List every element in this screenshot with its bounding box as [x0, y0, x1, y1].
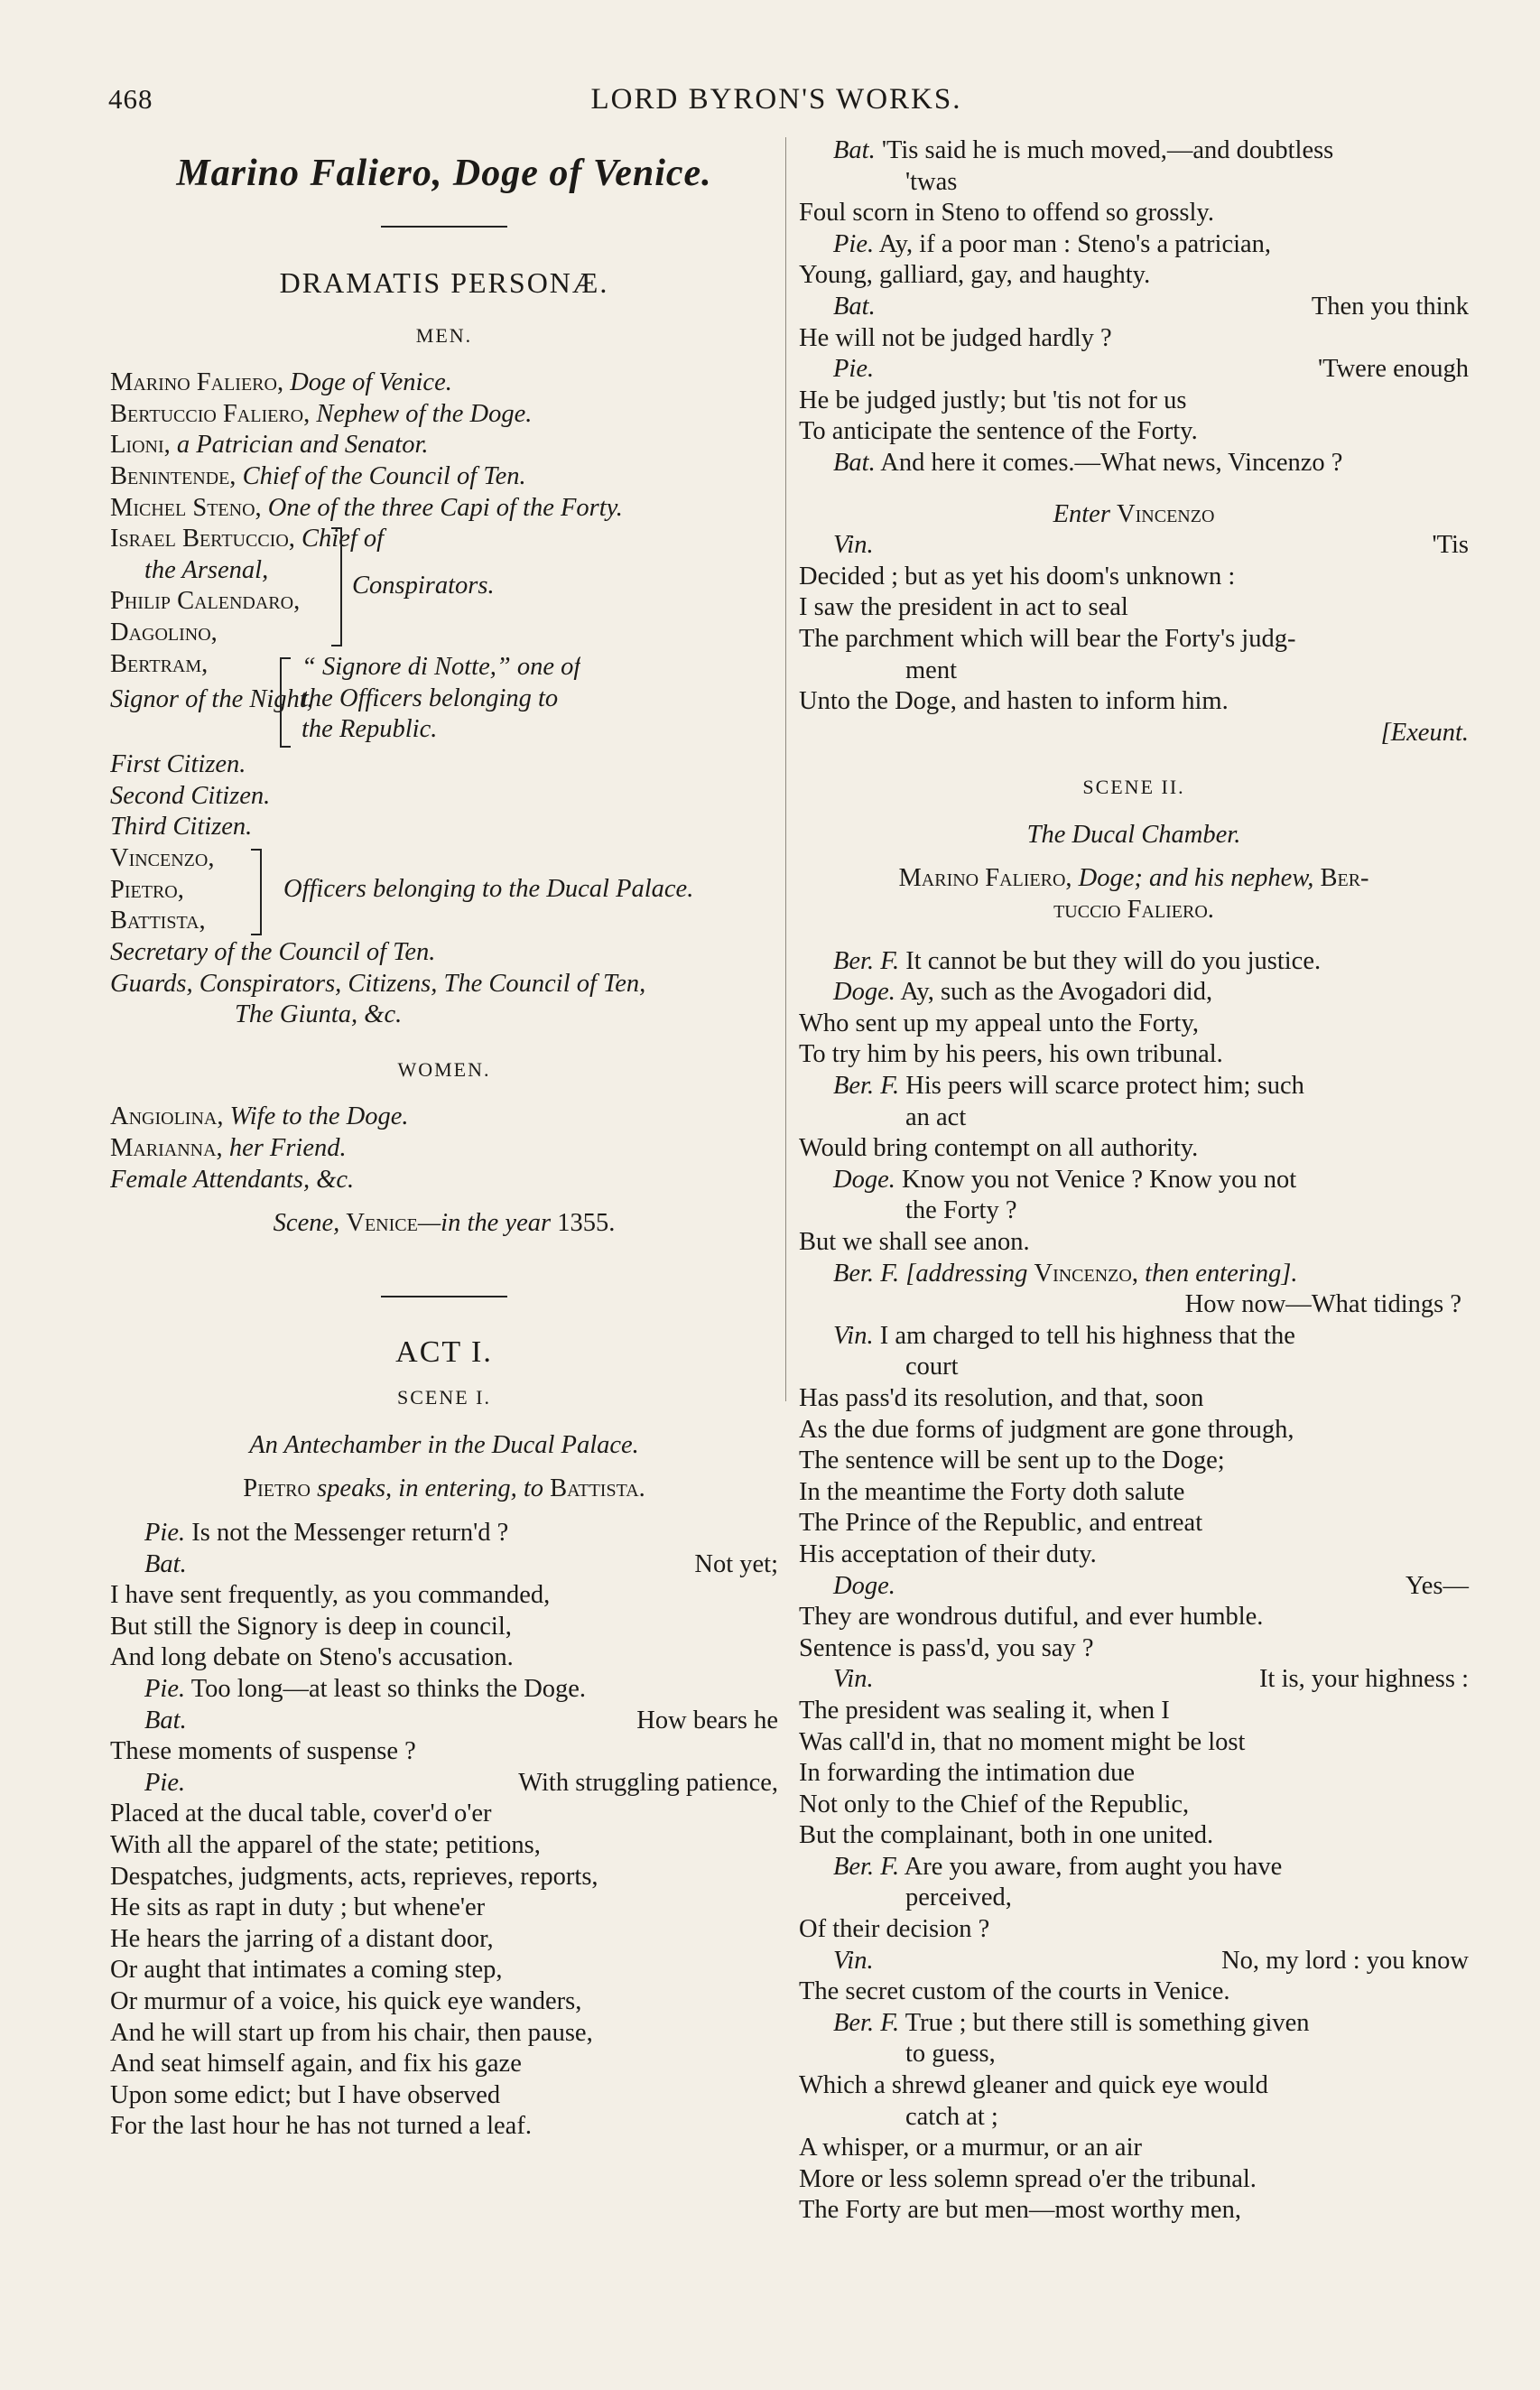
cast-name: Marianna,	[110, 1133, 223, 1162]
signor-brace	[280, 657, 291, 748]
sd-text: speaks, in entering, to	[317, 1474, 543, 1503]
dialogue-line: Upon some edict; but I have observed	[110, 2080, 501, 2109]
dialogue-line: He hears the jarring of a distant door,	[110, 1924, 494, 1953]
cast-desc: Chief of	[302, 525, 385, 553]
officers-brace	[251, 849, 262, 935]
dialogue-line: His acceptation of their duty.	[799, 1539, 1097, 1568]
dialogue-line: Of their decision ?	[799, 1915, 990, 1944]
cast-entry	[110, 812, 778, 843]
cast-desc: Nephew of the Doge.	[316, 399, 533, 428]
female-attendants: Female Attendants, &c.	[110, 1165, 355, 1194]
speaker: Bat.	[833, 292, 876, 321]
dialogue-line: A whisper, or a murmur, or an air	[799, 2134, 1142, 2162]
secretary: Secretary of the Council of Ten.	[110, 937, 436, 966]
dialogue-line	[799, 1571, 1469, 1603]
line-text: Ay, such as the Avogadori did,	[900, 978, 1213, 1007]
dialogue-line: These moments of suspense ?	[110, 1737, 416, 1766]
guards: Guards, Conspirators, Citizens, The Council of Ten,	[110, 969, 646, 998]
dialogue-line: And long debate on Steno's accusation.	[110, 1643, 514, 1672]
dialogue-line	[110, 1706, 778, 1737]
dialogue-line: And he will start up from his chair, then pause,	[110, 2018, 593, 2047]
dialogue-line: to guess,	[905, 2040, 996, 2069]
scene-place	[799, 820, 1469, 851]
line-text: Know you not Venice ? Know you not	[901, 1165, 1297, 1194]
scene-place-text: The Ducal Chamber.	[1026, 820, 1241, 849]
cast-name: Bertuccio Faliero,	[110, 399, 311, 428]
dialogue-right-c	[799, 946, 1469, 1259]
dialogue-line	[799, 135, 1469, 167]
dialogue-line: Young, galliard, gay, and haughty.	[799, 261, 1151, 290]
left-column	[110, 135, 778, 2366]
dialogue-line	[799, 1165, 1469, 1196]
dialogue-line: As the due forms of judgment are gone through,	[799, 1415, 1294, 1444]
sd-name: Ber-	[1320, 864, 1369, 893]
dialogue-line: But the complainant, both in one united.	[799, 1821, 1214, 1850]
line-text: I am charged to tell his highness that the	[879, 1321, 1295, 1350]
dialogue-line: The president was sealing it, when I	[799, 1696, 1170, 1725]
speaker: Doge.	[833, 1165, 895, 1194]
dialogue-line	[799, 1946, 1469, 1977]
cast-name: Israel Bertuccio,	[110, 525, 295, 553]
sd-name: Battista.	[550, 1474, 645, 1503]
dialogue-line	[799, 946, 1469, 978]
line-text: True ; but there still is something given	[905, 2008, 1310, 2037]
cast-name: Lioni,	[110, 431, 171, 460]
stage-direction	[110, 1474, 778, 1505]
speaker: Ber. F.	[833, 1072, 900, 1101]
line-text: 'Tis said he is much moved,—and doubtless	[881, 136, 1334, 164]
signor-desc-line: “ Signore di Notte,” one of	[302, 653, 581, 682]
line-text: Too long—at least so thinks the Doge.	[190, 1675, 587, 1704]
dialogue-line	[799, 1664, 1469, 1696]
dialogue-line	[110, 1674, 778, 1706]
cast-entry	[110, 461, 778, 493]
speaker: Vin.	[833, 531, 874, 560]
guards: The Giunta, &c.	[235, 1000, 403, 1029]
column-rule	[785, 137, 786, 1401]
dialogue-line: But we shall see anon.	[799, 1228, 1030, 1256]
cast-entry	[110, 1133, 778, 1165]
line-text: Is not the Messenger return'd ?	[191, 1519, 509, 1548]
dialogue-line	[799, 1852, 1469, 1883]
signor-label: Signor of the Night,	[110, 685, 313, 714]
cast-desc: the Arsenal,	[144, 555, 269, 584]
speaker: Pie.	[144, 1519, 186, 1548]
speaker: Pie.	[833, 355, 875, 384]
cast-name: Marino Faliero,	[110, 368, 284, 397]
speaker: Vin.	[833, 1665, 874, 1694]
cast-entry	[110, 399, 778, 431]
dialogue-line: For the last hour he has not turned a leaf.	[110, 2112, 532, 2141]
dialogue-line	[799, 229, 1469, 261]
line-text: How bears he	[636, 1706, 778, 1734]
line-text: No, my lord : you know	[1221, 1946, 1469, 1975]
speaker: Doge.	[833, 1571, 895, 1600]
dialogue-right-b	[799, 530, 1469, 718]
dialogue-line	[799, 354, 1469, 386]
scene-heading: SCENE II.	[1082, 776, 1185, 799]
line-text: With struggling patience,	[518, 1768, 778, 1797]
cast-entry	[110, 781, 778, 813]
dialogue-line: I saw the president in act to seal	[799, 593, 1128, 622]
dialogue-line	[799, 530, 1469, 562]
line-text: 'Tis	[1432, 531, 1469, 560]
dialogue-line: Or aught that intimates a coming step,	[110, 1956, 503, 1985]
dialogue-line: The Forty are but men—most worthy men,	[799, 2196, 1241, 2225]
dialogue-line: He will not be judged hardly ?	[799, 323, 1112, 352]
dialogue-line: He be judged justly; but 'tis not for us	[799, 386, 1187, 414]
dialogue-line: But still the Signory is deep in council,	[110, 1612, 512, 1641]
dialogue-line: Placed at the ducal table, cover'd o'er	[110, 1799, 492, 1828]
signor-desc	[302, 652, 580, 746]
citizen: First Citizen.	[110, 750, 246, 779]
dialogue-line: Unto the Doge, and hasten to inform him.	[799, 687, 1229, 716]
dialogue-line: And seat himself again, and fix his gaze	[110, 2050, 522, 2078]
line-text: 'Twere enough	[1318, 355, 1469, 384]
dialogue-line	[799, 977, 1469, 1009]
cast-name: Bertram,	[110, 649, 209, 678]
dialogue-right-a	[799, 135, 1469, 479]
line-text: And here it comes.—What news, Vincenzo ?	[880, 448, 1343, 477]
page-number: 468	[108, 83, 153, 115]
line-text: Ay, if a poor man : Steno's a patrician,	[878, 229, 1272, 258]
dialogue-line	[799, 1071, 1469, 1102]
dialogue-line	[110, 1518, 778, 1549]
speaker: Vin.	[833, 1321, 874, 1350]
officers-group	[110, 843, 778, 937]
sd-text: Doge; and his nephew,	[1078, 864, 1314, 893]
dialogue-line: perceived,	[905, 1883, 1012, 1912]
cast-entry	[110, 749, 778, 781]
cast-name: Dagolino,	[110, 618, 218, 646]
scene-place	[110, 1430, 778, 1462]
dialogue-line: Decided ; but as yet his doom's unknown :	[799, 562, 1236, 591]
dialogue-line: Not only to the Chief of the Republic,	[799, 1790, 1190, 1818]
dialogue-line: the Forty ?	[905, 1196, 1017, 1225]
dialogue-line	[799, 2008, 1469, 2040]
stage-direction-cont	[799, 895, 1469, 926]
dialogue-line: He sits as rapt in duty ; but whene'er	[110, 1893, 486, 1922]
cast-name: Battista,	[110, 907, 206, 935]
exeunt-text: [Exeunt.	[1380, 718, 1469, 747]
line-text: His peers will scarce protect him; such	[905, 1072, 1304, 1101]
cast-name: Vincenzo,	[110, 843, 215, 872]
line-text: It cannot be but they will do you justice.	[905, 946, 1322, 975]
dialogue-line: To try him by his peers, his own tribunal.	[799, 1040, 1223, 1069]
dialogue-line	[799, 1259, 1469, 1290]
dialogue-line: I have sent frequently, as you commanded,	[110, 1581, 551, 1610]
dialogue-line	[799, 292, 1469, 323]
dialogue-left	[110, 1518, 778, 2143]
dialogue-line: They are wondrous dutiful, and ever humble.	[799, 1603, 1264, 1632]
cast-name: Pietro,	[110, 875, 184, 904]
dialogue-right-d	[799, 1289, 1469, 2227]
direction: [addressing	[905, 1259, 1028, 1288]
sd-name: Marino Faliero,	[898, 864, 1072, 893]
line-text: It is, your highness :	[1259, 1665, 1469, 1694]
cast-desc: Doge of Venice.	[290, 368, 452, 397]
scene-year-label: —in the year	[417, 1209, 552, 1238]
title-divider	[381, 226, 507, 228]
cast-entry	[110, 493, 778, 525]
citizen: Second Citizen.	[110, 781, 271, 810]
cast-entry	[110, 937, 778, 969]
dialogue-line: Has pass'd its resolution, and that, soon	[799, 1383, 1204, 1412]
dialogue-line: With all the apparel of the state; petitions,	[110, 1831, 541, 1859]
line-text: Then you think	[1311, 292, 1469, 321]
cast-name: Michel Steno,	[110, 493, 262, 522]
dialogue-line: The sentence will be sent up to the Doge;	[799, 1446, 1225, 1475]
speaker: Vin.	[833, 1946, 874, 1975]
cast-entry	[110, 969, 778, 1000]
speaker: Pie.	[144, 1768, 186, 1797]
stage-direction	[799, 863, 1469, 895]
dialogue-line: Or murmur of a voice, his quick eye wanders,	[110, 1986, 582, 2015]
cast-desc: her Friend.	[228, 1133, 347, 1162]
cast-entry	[110, 524, 778, 555]
running-title: LORD BYRON'S WORKS.	[590, 83, 962, 116]
dialogue-line: Would bring contempt on all authority.	[799, 1134, 1199, 1163]
speaker: Doge.	[833, 978, 895, 1007]
speaker: Bat.	[144, 1706, 187, 1734]
dialogue-line	[799, 1321, 1469, 1353]
line-text: Yes—	[1405, 1571, 1469, 1600]
speaker: Ber. F.	[833, 2008, 900, 2037]
women-list	[110, 1102, 778, 1164]
cast-desc: Wife to the Doge.	[229, 1102, 409, 1131]
dialogue-line: an act	[905, 1102, 967, 1131]
dialogue-line: ment	[905, 656, 957, 684]
citizen: Third Citizen.	[110, 813, 253, 842]
scene-label: Scene,	[273, 1209, 340, 1238]
scene-setting	[110, 1208, 778, 1240]
right-column	[799, 135, 1469, 2366]
signor-desc-line: the Officers belonging to	[302, 684, 559, 712]
sd-name: tuccio Faliero.	[1053, 896, 1214, 925]
cast-name: Angiolina,	[110, 1102, 224, 1131]
speaker: Ber. F.	[833, 1259, 900, 1288]
cast-desc: One of the three Capi of the Forty.	[267, 493, 623, 522]
dialogue-line: The Prince of the Republic, and entreat	[799, 1509, 1203, 1538]
speaker: Pie.	[833, 229, 875, 258]
speaker: Ber. F.	[833, 946, 900, 975]
signor-desc-line: the Republic.	[302, 715, 438, 744]
dialogue-line: Despatches, judgments, acts, reprieves, reports,	[110, 1862, 598, 1891]
scene-year: 1355.	[557, 1209, 616, 1238]
line-text: Not yet;	[694, 1549, 778, 1578]
sd-name: Pietro	[243, 1474, 311, 1503]
dialogue-line	[110, 1768, 778, 1799]
play-title: Marino Faliero, Doge of Venice.	[176, 153, 712, 194]
cast-entry	[110, 1165, 778, 1196]
conspirators-label: Conspirators.	[352, 572, 495, 600]
dialogue-line: Was call'd in, that no moment might be lost	[799, 1727, 1246, 1756]
enter-name: Vincenzo	[1117, 499, 1215, 528]
enter-direction	[799, 499, 1469, 531]
direction-name: Vincenzo,	[1034, 1259, 1138, 1288]
cast-entry	[110, 1102, 778, 1133]
speaker: Bat.	[833, 136, 876, 164]
line-text: Are you aware, from aught you have	[904, 1852, 1283, 1881]
dialogue-line: Sentence is pass'd, you say ?	[799, 1633, 1094, 1662]
speaker: Ber. F.	[833, 1852, 900, 1881]
dialogue-line: 'twas	[905, 167, 958, 196]
scene-place: Venice	[346, 1209, 418, 1238]
dialogue-line: court	[905, 1353, 959, 1381]
cast-desc: a Patrician and Senator.	[176, 431, 429, 460]
speaker: Bat.	[833, 448, 876, 477]
scene-heading: SCENE I.	[397, 1386, 491, 1409]
men-heading: MEN.	[415, 323, 473, 347]
enter-word: Enter	[1053, 499, 1110, 528]
act-heading: ACT I.	[395, 1334, 493, 1369]
speaker: Pie.	[144, 1675, 186, 1704]
cast-entry	[110, 1000, 778, 1031]
running-head	[108, 83, 1444, 126]
dialogue-line: Who sent up my appeal unto the Forty,	[799, 1009, 1199, 1037]
dialogue-line: Which a shrewd gleaner and quick eye would	[799, 2071, 1268, 2100]
dialogue-line: Foul scorn in Steno to offend so grossly.	[799, 199, 1214, 228]
dialogue-line	[110, 1549, 778, 1581]
cast-entry	[110, 367, 778, 399]
dialogue-line: In forwarding the intimation due	[799, 1759, 1135, 1788]
conspirators-brace	[331, 527, 342, 646]
dialogue-line: The parchment which will bear the Forty's judg-	[799, 624, 1296, 653]
dialogue-line: catch at ;	[905, 2102, 998, 2131]
cast-desc: Chief of the Council of Ten.	[242, 461, 526, 490]
dialogue-line	[799, 448, 1469, 479]
speaker: Bat.	[144, 1549, 187, 1578]
dialogue-line: To anticipate the sentence of the Forty.	[799, 417, 1198, 446]
women-heading: WOMEN.	[397, 1057, 491, 1081]
cast-name: Benintende,	[110, 461, 237, 490]
dialogue-line: The secret custom of the courts in Venice.	[799, 1977, 1230, 2006]
exeunt	[799, 718, 1469, 749]
act-divider	[381, 1296, 507, 1297]
dialogue-line: How now—What tidings ?	[1184, 1290, 1461, 1319]
officers-label: Officers belonging to the Ducal Palace.	[283, 874, 694, 903]
dialogue-line: More or less solemn spread o'er the tribunal.	[799, 2164, 1257, 2193]
scene-place-text: An Antechamber in the Ducal Palace.	[249, 1430, 639, 1459]
dialogue-line: In the meantime the Forty doth salute	[799, 1477, 1185, 1506]
dramatis-personae-heading: DRAMATIS PERSONÆ.	[279, 266, 609, 299]
cast-name: Philip Calendaro,	[110, 587, 301, 616]
signor-group	[110, 652, 778, 749]
cast-entry	[110, 430, 778, 461]
men-list	[110, 367, 778, 524]
direction: then entering].	[1145, 1259, 1298, 1288]
